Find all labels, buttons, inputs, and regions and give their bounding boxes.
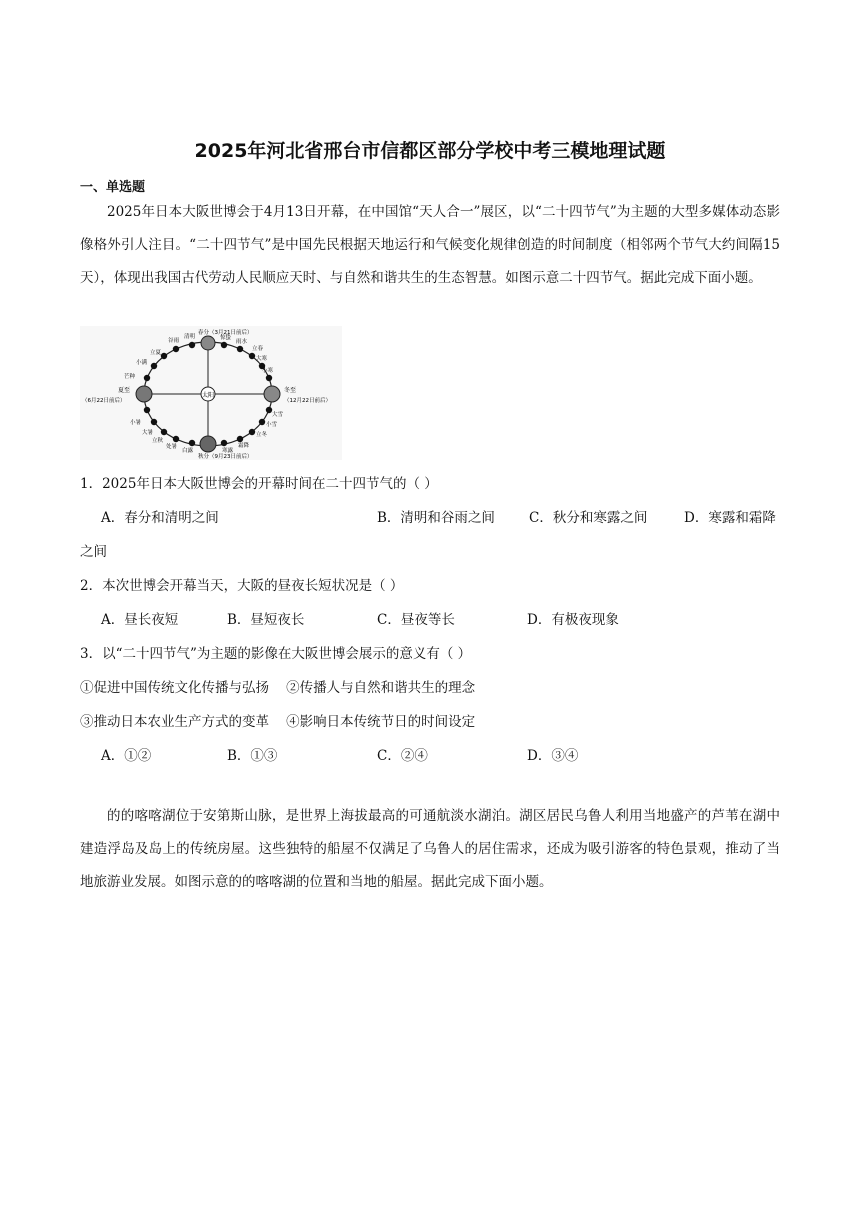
- q3-option-b[interactable]: B．①③: [227, 748, 278, 764]
- spring-equinox-label: 春分（3月21日前后）: [198, 330, 253, 336]
- passage-1-text: 2025年日本大阪世博会于4月13日开幕，在中国馆“天人合一”展区，以“二十四节气”为主题的大型多媒体动态影像格外引人注目。“二十四节气”是中国先民根据天地运行和气候变化规律创造的时间制度（相邻两个节气大约间隔15天），体现出我国古代劳动人民顺应天时、与自然和谐共生的生态智慧。如图示意二十四节气。据此完成下面小题。: [80, 204, 780, 286]
- term-label: 立夏: [150, 350, 162, 356]
- term-label: 小满: [136, 360, 148, 366]
- term-label: 小暑: [130, 420, 142, 426]
- term-label: 清明: [184, 334, 196, 340]
- q1-option-d[interactable]: D．寒露和霜降: [684, 510, 776, 526]
- question-2-stem: 2．本次世博会开幕当天，大阪的昼夜长短状况是（ ）: [80, 578, 404, 594]
- q3-option-a[interactable]: A．①②: [101, 748, 152, 764]
- term-label: 立秋: [152, 438, 164, 444]
- q3-option-d[interactable]: D．③④: [527, 748, 579, 764]
- term-label: 大暑: [142, 430, 154, 436]
- term-label: 小雪: [266, 422, 278, 428]
- q1-option-b[interactable]: B．清明和谷雨之间: [377, 510, 495, 526]
- q2-option-d[interactable]: D．有极夜现象: [527, 612, 619, 628]
- term-label: 大雪: [272, 412, 284, 418]
- passage-2-text: 的的喀喀湖位于安第斯山脉，是世界上海拔最高的可通航淡水湖泊。湖区居民乌鲁人利用当地盛产的芦苇在湖中建造浮岛及岛上的传统房屋。这些独特的船屋不仅满足了乌鲁人的居住需求，还成为吸引游客的特色景观，推动了当地旅游业发展。如图示意的的喀喀湖的位置和当地的船屋。据此完成下面小题。: [80, 808, 780, 890]
- term-label: 寒露: [222, 448, 234, 454]
- winter-solstice-label: 冬至: [284, 387, 297, 394]
- q2-option-b[interactable]: B．昼短夜长: [227, 612, 305, 628]
- winter-solstice-date: （12月22日前后）: [284, 398, 331, 404]
- section-heading: 一、单选题: [80, 180, 146, 195]
- term-label: 小寒: [262, 368, 274, 374]
- term-label: 芒种: [124, 374, 136, 380]
- earth-globe-winter-icon: [264, 386, 280, 402]
- q1-option-d-continued: 之间: [80, 544, 107, 560]
- term-label: 雨水: [236, 339, 248, 345]
- solar-terms-figure: [80, 326, 342, 460]
- earth-globe-spring-icon: [201, 336, 215, 350]
- term-label: 白露: [182, 448, 194, 454]
- q3-option-c[interactable]: C．②④: [377, 748, 428, 764]
- sun-label: 太阳: [202, 392, 215, 399]
- summer-solstice-label: 夏至: [118, 387, 131, 394]
- q3-statements-1: ①促进中国传统文化传播与弘扬 ②传播人与自然和谐共生的理念: [80, 680, 476, 696]
- q2-option-a[interactable]: A．昼长夜短: [101, 612, 179, 628]
- earth-globe-autumn-icon: [200, 436, 216, 452]
- term-label: 立春: [252, 346, 264, 352]
- passage-2: [80, 800, 780, 899]
- page-title: 2025年河北省邢台市信都区部分学校中考三模地理试题: [194, 140, 666, 162]
- term-label: 惊蛰: [220, 335, 232, 341]
- term-label: 处暑: [166, 444, 178, 450]
- passage-1: [80, 196, 780, 295]
- q2-option-c[interactable]: C．昼夜等长: [377, 612, 455, 628]
- q3-statements-2: ③推动日本农业生产方式的变革 ④影响日本传统节日的时间设定: [80, 714, 476, 730]
- q1-option-a[interactable]: A．春分和清明之间: [101, 510, 219, 526]
- question-1-stem: 1．2025年日本大阪世博会的开幕时间在二十四节气的（ ）: [80, 476, 438, 492]
- earth-globe-summer-icon: [136, 386, 152, 402]
- summer-solstice-date: （6月22日前后）: [82, 398, 126, 404]
- term-label: 谷雨: [168, 338, 180, 344]
- autumn-equinox-label: 秋分（9月23日前后）: [198, 454, 253, 460]
- term-label: 立冬: [256, 432, 268, 438]
- q1-option-c[interactable]: C．秋分和寒露之间: [529, 510, 648, 526]
- question-3-stem: 3．以“二十四节气”为主题的影像在大阪世博会展示的意义有（ ）: [80, 646, 472, 662]
- term-label: 大寒: [256, 356, 268, 362]
- term-label: 霜降: [238, 443, 250, 449]
